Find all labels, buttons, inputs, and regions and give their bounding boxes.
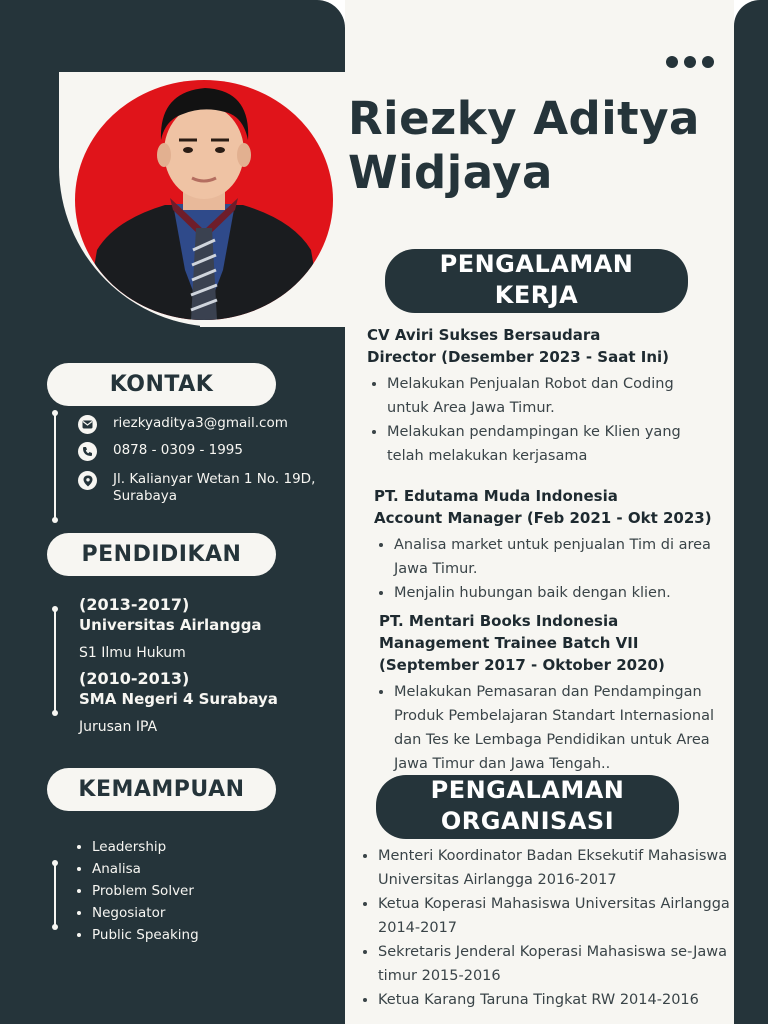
name-line-2: Widjaya [348, 146, 553, 199]
person-name [348, 92, 738, 200]
job-company: PT. Mentari Books Indonesia [379, 612, 619, 630]
line-dot [52, 517, 58, 523]
org-item: • Sekretaris Jenderal Koperasi Mahasiswa se-Jawa timur 2015-2016 [378, 940, 748, 988]
org-item: • Ketua Koperasi Mahasiswa Universitas Airlangga 2014-2017 [378, 892, 748, 940]
work-experience-heading [385, 249, 688, 313]
job-title: Management Trainee Batch VII [379, 634, 639, 652]
more-dots-icon[interactable] [666, 56, 714, 68]
job-bullet: • Menjalin hubungan baik dengan klien. [394, 581, 729, 605]
job-entry-3 [379, 610, 729, 776]
contact-heading: KONTAK [47, 363, 276, 406]
line-dot [52, 924, 58, 930]
skill-item: • Analisa [92, 858, 199, 880]
education-entry-2 [79, 669, 278, 737]
line-dot [52, 606, 58, 612]
job-title: Account Manager (Feb 2021 - Okt 2023) [374, 509, 712, 527]
education-line [54, 608, 56, 713]
org-item: • Ketua Karang Taruna Tingkat RW 2014-2016 [378, 988, 748, 1012]
work-heading-line-1: PENGALAMAN [439, 250, 634, 278]
education-years: (2010-2013) [79, 669, 190, 688]
contact-email[interactable] [78, 415, 288, 434]
education-heading: PENDIDIKAN [47, 533, 276, 576]
phone-icon [78, 442, 97, 461]
job-bullet: • Melakukan pendampingan ke Klien yang telah melakukan kerjasama [387, 420, 697, 468]
skills-list [74, 836, 199, 946]
org-item: • Menteri Koordinator Badan Eksekutif Mahasiswa Universitas Airlangga 2016-2017 [378, 844, 748, 892]
name-line-1: Riezky Aditya [348, 92, 700, 145]
education-school: Universitas Airlangga [79, 616, 262, 634]
education-detail: Jurusan IPA [79, 719, 158, 735]
email-icon [78, 415, 97, 434]
job-bullet: • Melakukan Penjualan Robot dan Coding untuk Area Jawa Timur. [387, 372, 687, 420]
education-entry-1 [79, 595, 262, 663]
skill-item: • Problem Solver [92, 880, 199, 902]
skill-item: • Public Speaking [92, 924, 199, 946]
person-portrait-icon [75, 80, 333, 320]
organization-heading [376, 775, 679, 839]
contact-phone[interactable] [78, 442, 243, 461]
job-entry-1 [367, 324, 727, 468]
education-years: (2013-2017) [79, 595, 190, 614]
job-entry-2 [374, 485, 729, 605]
contact-line [54, 412, 56, 520]
line-dot [52, 860, 58, 866]
job-bullet: • Analisa market untuk penjualan Tim di area Jawa Timur. [394, 533, 714, 581]
organization-list [360, 844, 748, 1012]
skill-item: • Negosiator [92, 902, 199, 924]
phone-text: 0878 - 0309 - 1995 [113, 442, 243, 458]
org-heading-line-2: ORGANISASI [440, 807, 615, 835]
profile-photo [75, 80, 333, 320]
address-line-1: Jl. Kalianyar Wetan 1 No. 19D, [113, 471, 316, 487]
contact-address [78, 471, 315, 505]
address-line-2: Surabaya [113, 488, 178, 504]
skills-line [54, 862, 56, 927]
line-dot [52, 410, 58, 416]
education-detail: S1 Ilmu Hukum [79, 645, 186, 661]
skills-heading: KEMAMPUAN [47, 768, 276, 811]
job-company: PT. Edutama Muda Indonesia [374, 487, 618, 505]
location-icon [78, 471, 97, 490]
job-company: CV Aviri Sukses Bersaudara [367, 326, 601, 344]
email-text: riezkyaditya3@gmail.com [113, 415, 288, 431]
skill-item: • Leadership [92, 836, 199, 858]
line-dot [52, 710, 58, 716]
job-title: Director (Desember 2023 - Saat Ini) [367, 348, 670, 366]
job-bullet: • Melakukan Pemasaran dan Pendampingan Produk Pembelajaran Standart Internasional dan Tes ke Lembaga Pendidikan untuk Area Jawa Timur dan Jawa Tengah.. [394, 680, 714, 776]
education-school: SMA Negeri 4 Surabaya [79, 690, 278, 708]
work-heading-line-2: KERJA [494, 281, 579, 309]
job-period: (September 2017 - Oktober 2020) [379, 656, 665, 674]
org-heading-line-1: PENGALAMAN [430, 776, 625, 804]
